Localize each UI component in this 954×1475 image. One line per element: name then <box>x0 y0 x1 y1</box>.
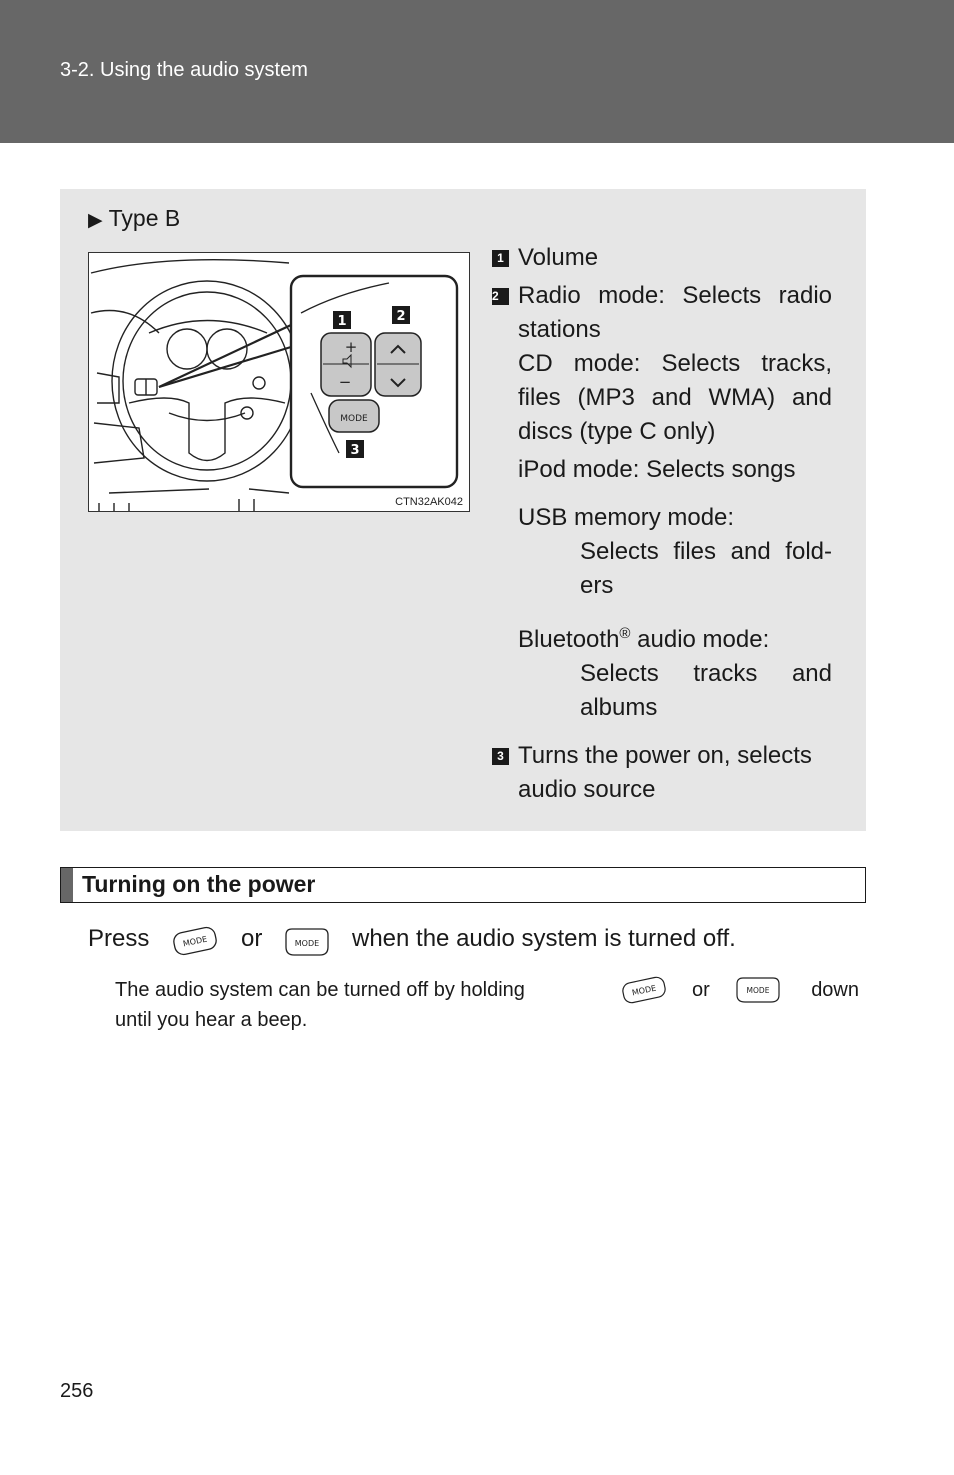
type-label <box>88 205 180 232</box>
or-text: or <box>241 925 263 952</box>
mode-button-icon <box>170 924 220 958</box>
note-line-1 <box>115 975 859 1005</box>
section-heading: Turning on the power <box>82 871 316 897</box>
list-item-volume <box>490 241 832 275</box>
registered-mark: ® <box>619 625 631 642</box>
svg-text:MODE: MODE <box>294 939 320 948</box>
figure-code: CTN32AK042 <box>395 496 463 508</box>
mode-button-icon <box>733 975 783 1005</box>
item-text: Turns the power on, selects audio source <box>518 742 812 803</box>
heading-stripe <box>61 868 73 902</box>
instruction-tail: when the audio system is turned off. <box>352 925 736 952</box>
bt-head: Bluetooth <box>518 626 620 653</box>
callout-3: 3 <box>350 443 360 458</box>
list-item-radio <box>490 279 832 347</box>
note-text <box>115 975 859 1035</box>
item-text: Radio mode: Selects radio stations <box>518 282 832 343</box>
item-detail: Selects files and fold-ers <box>580 538 832 599</box>
item-text: CD mode: Selects tracks, files (MP3 and WMA) and discs (type C only) <box>518 350 832 445</box>
item-text: iPod mode: Selects songs <box>518 456 796 483</box>
press-text: Press <box>88 925 150 952</box>
number-badge: 1 <box>492 250 509 267</box>
note-part1: The audio system can be turned off by holding <box>115 979 525 1001</box>
list-item-bluetooth <box>490 617 832 725</box>
steering-wheel-illustration <box>89 253 469 511</box>
note-part2: down <box>811 979 859 1001</box>
list-item-cd <box>490 347 832 449</box>
svg-text:MODE: MODE <box>746 986 770 995</box>
bt-tail: audio mode: <box>630 626 770 653</box>
svg-text:+: + <box>344 338 358 356</box>
note-line-2: until you hear a beep. <box>115 1009 308 1031</box>
mode-button-icon <box>282 925 332 959</box>
list-item-power <box>490 739 832 807</box>
number-badge: 3 <box>492 748 509 765</box>
page-header <box>0 0 954 143</box>
section-heading-bar <box>60 867 866 903</box>
section-title: 3-2. Using the audio system <box>60 59 308 81</box>
item-heading <box>518 617 832 657</box>
item-text: Volume <box>518 244 599 271</box>
description-list <box>490 241 832 807</box>
mode-label: MODE <box>340 414 368 424</box>
steering-wheel-figure <box>88 252 470 512</box>
item-detail: Selects tracks and albums <box>580 660 832 721</box>
triangle-right-icon: ▶ <box>88 210 103 231</box>
list-item-usb <box>490 501 832 603</box>
mode-button-icon <box>619 975 669 1005</box>
svg-text:MODE: MODE <box>631 983 657 998</box>
list-item-ipod <box>490 453 832 487</box>
svg-text:MODE: MODE <box>182 934 208 949</box>
info-panel <box>60 189 866 831</box>
page-number: 256 <box>60 1380 94 1402</box>
note-or: or <box>692 979 710 1001</box>
item-heading: USB memory mode: <box>518 504 735 531</box>
svg-text:−: − <box>338 373 352 391</box>
callout-2: 2 <box>396 309 406 324</box>
callout-1: 1 <box>337 314 347 329</box>
type-label-text: Type B <box>108 205 181 231</box>
number-badge: 2 <box>492 288 509 305</box>
